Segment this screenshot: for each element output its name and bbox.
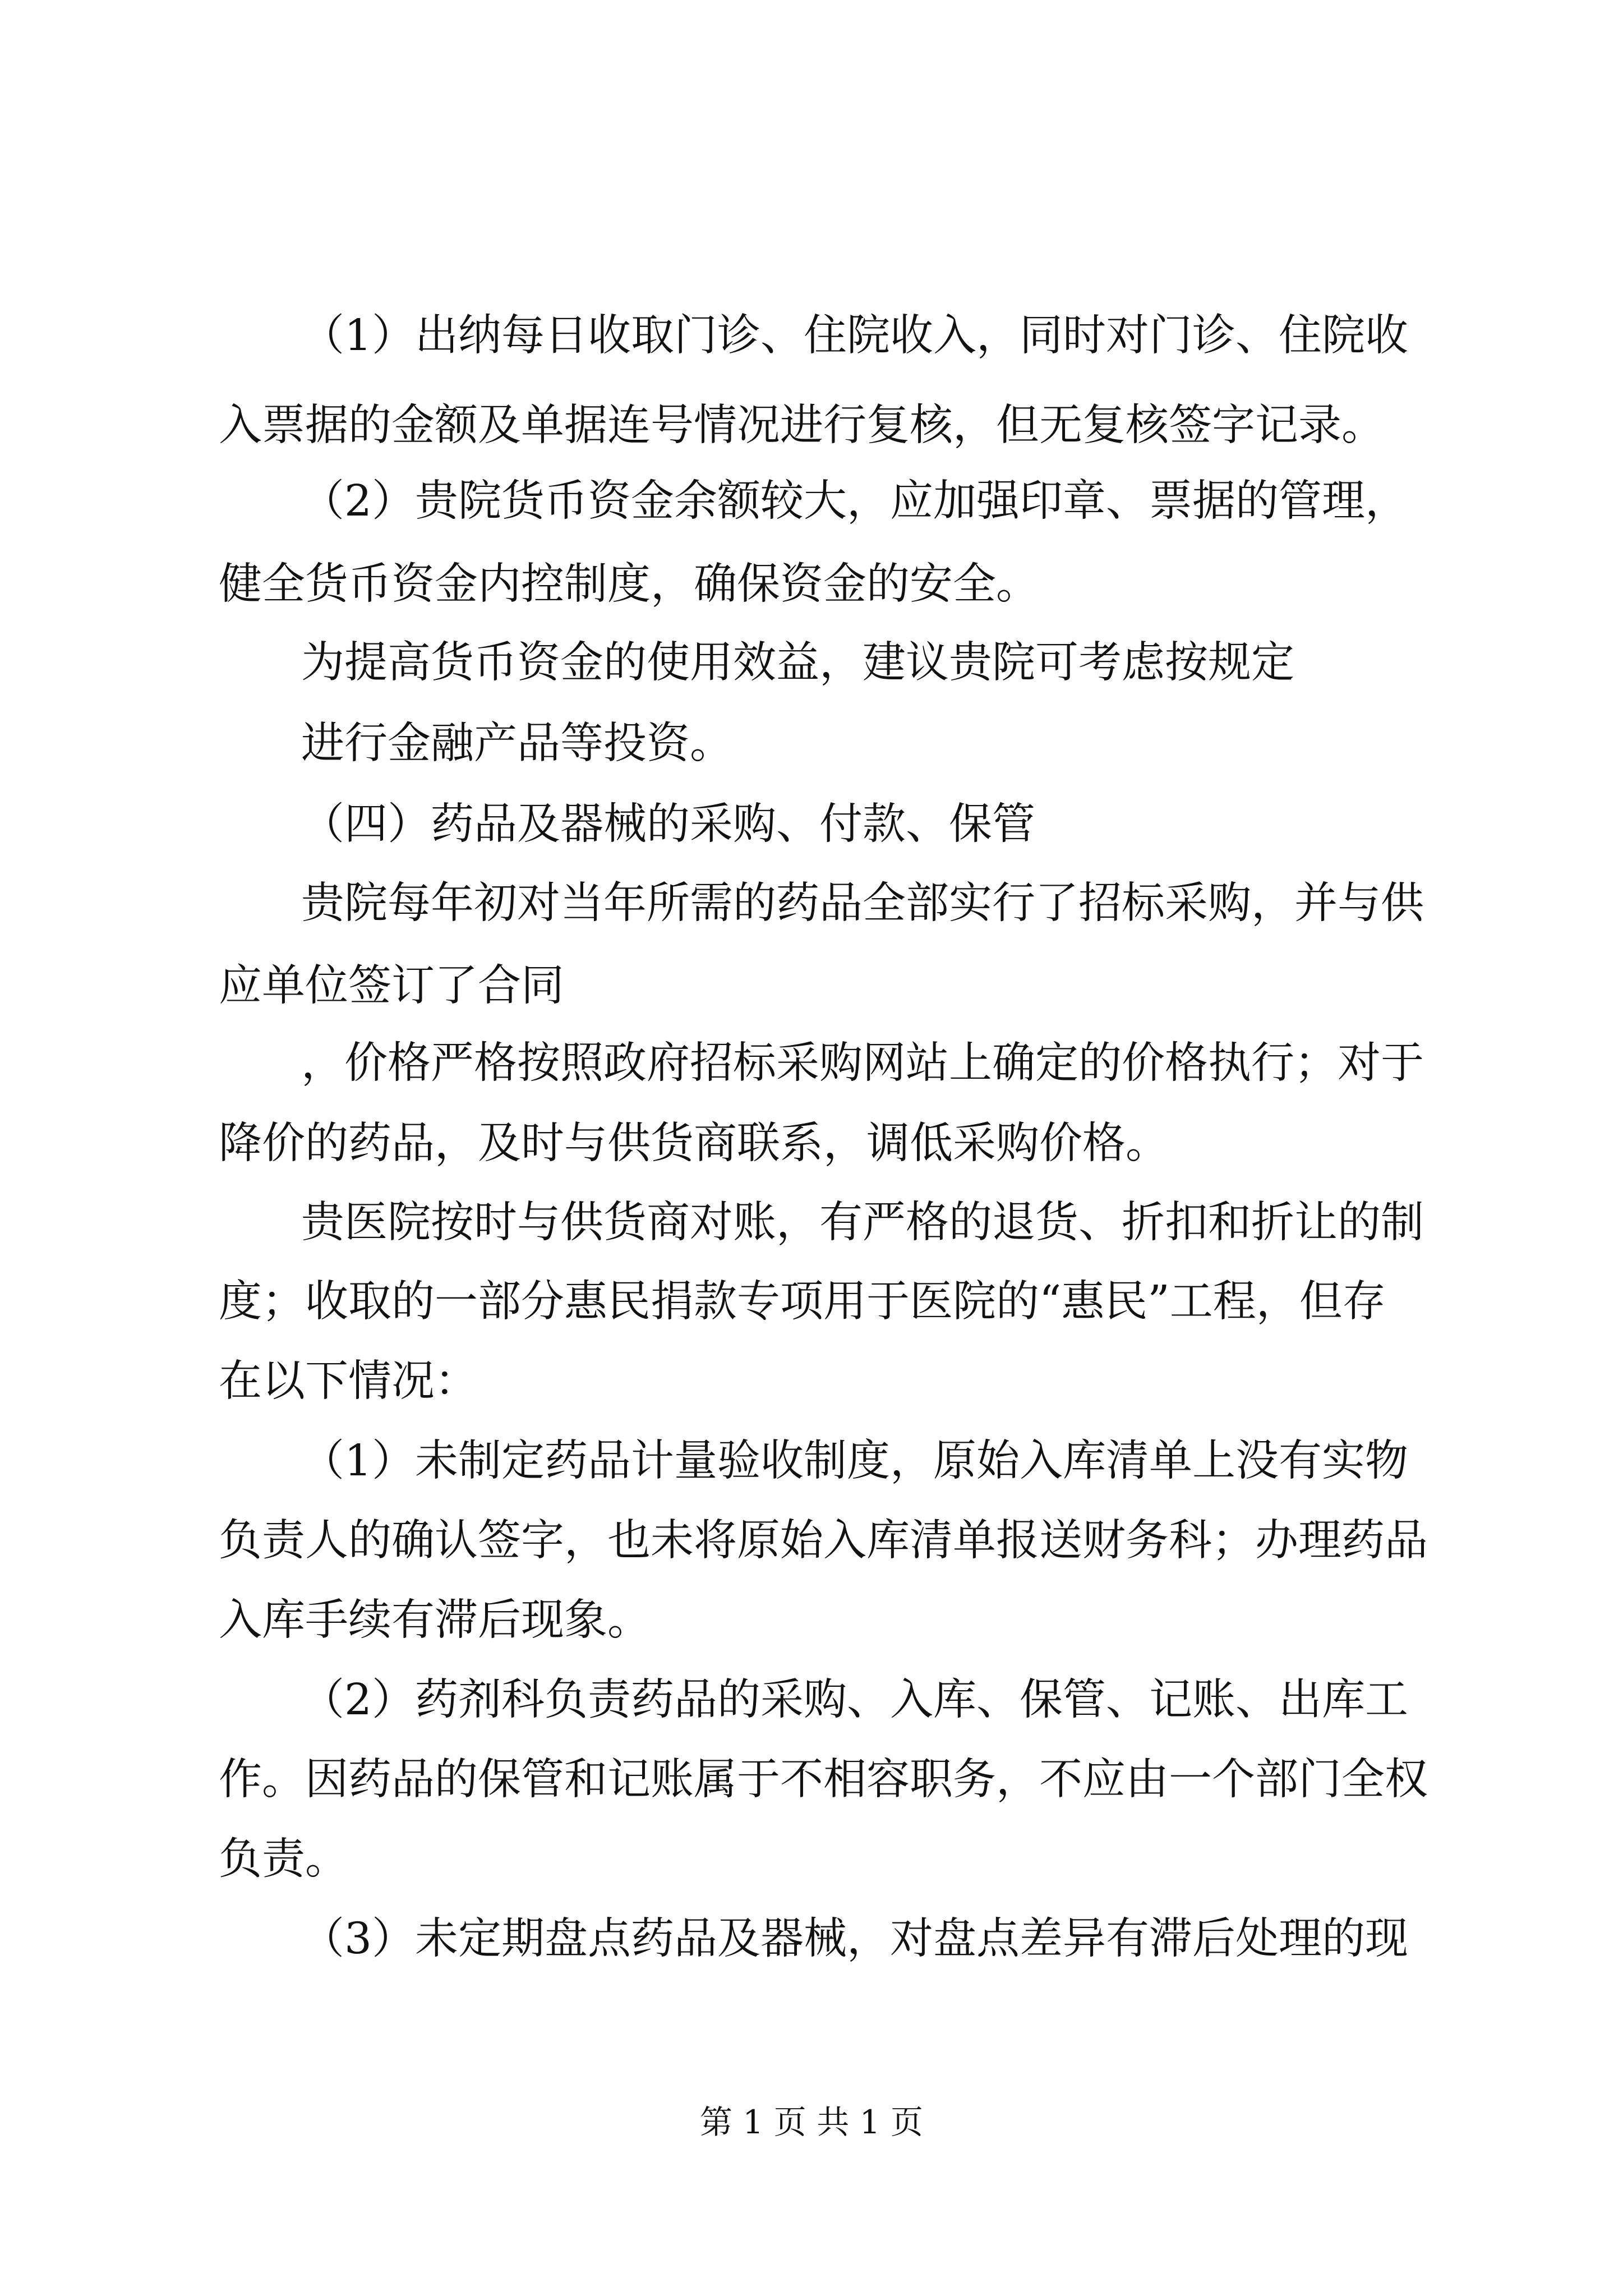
paragraph-line: 入票据的金额及单据连号情况进行复核，但无复核签字记录。 — [219, 401, 1385, 450]
paragraph-line: 健全货币资金内控制度，确保资金的安全。 — [219, 559, 1039, 609]
paragraph-line: 应单位签订了合同 — [219, 961, 564, 1011]
paragraph-line: 进行金融产品等投资。 — [301, 719, 733, 769]
paragraph-line: （2）贵院货币资金余额较大，应加强印章、票据的管理， — [301, 476, 1408, 526]
paragraph-line: 度；收取的一部分惠民捐款专项用于医院的“惠民”工程，但存 — [219, 1277, 1386, 1327]
page-footer: 第 1 页 共 1 页 — [700, 2103, 923, 2141]
paragraph-line: 在以下情况： — [219, 1356, 478, 1406]
paragraph-line: 负责人的确认签字，也未将原始入库清单报送财务科；办理药品 — [219, 1516, 1428, 1566]
paragraph-line: 降价的药品，及时与供货商联系，调低采购价格。 — [219, 1119, 1169, 1168]
paragraph-line: （1）未制定药品计量验收制度，原始入库清单上没有实物 — [301, 1436, 1408, 1486]
paragraph-line: 贵医院按时与供货商对账，有严格的退货、折扣和折让的制 — [301, 1198, 1424, 1248]
paragraph-line: 负责。 — [219, 1834, 348, 1884]
paragraph-line: （3）未定期盘点药品及器械，对盘点差异有滞后处理的现 — [301, 1914, 1408, 1964]
paragraph-line: ，价格严格按照政府招标采购网站上确定的价格执行；对于 — [301, 1038, 1424, 1088]
paragraph-line: 作。因药品的保管和记账属于不相容职务，不应由一个部门全权 — [219, 1755, 1428, 1805]
paragraph-line: 为提高货币资金的使用效益，建议贵院可考虑按规定 — [301, 638, 1294, 688]
paragraph-line: （2）药剂科负责药品的采购、入库、保管、记账、出库工 — [301, 1675, 1408, 1725]
paragraph-line: 入库手续有滞后现象。 — [219, 1595, 651, 1645]
paragraph-line: 贵院每年初对当年所需的药品全部实行了招标采购，并与供 — [301, 878, 1424, 928]
paragraph-line: （1）出纳每日收取门诊、住院收入，同时对门诊、住院收 — [301, 311, 1408, 361]
section-heading: （四）药品及器械的采购、付款、保管 — [301, 799, 1035, 849]
